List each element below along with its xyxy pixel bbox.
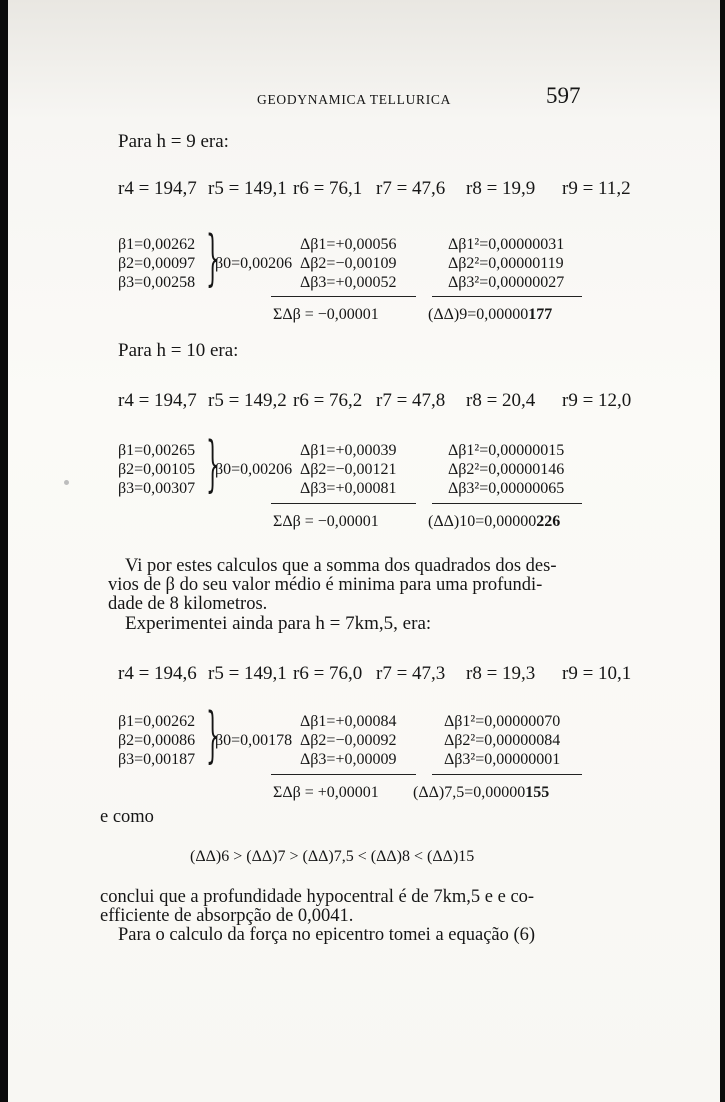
section-2-intro: Para h = 10 era: xyxy=(118,340,239,361)
radius-r9: r9 = 11,2 xyxy=(562,178,631,199)
delta-beta-1: Δβ1=+0,00056 xyxy=(300,236,397,253)
radius-r4: r4 = 194,7 xyxy=(118,390,197,411)
radius-r8: r8 = 20,4 xyxy=(466,390,536,411)
paragraph-1-line-1: Vi por estes calculos que a somma dos quadrados dos des- xyxy=(125,556,557,576)
radius-r8: r8 = 19,3 xyxy=(466,663,536,684)
paragraph-1-line-3: dade de 8 kilometros. xyxy=(108,594,268,614)
paragraph-2-line-2: efficiente de absorpção de 0,0041. xyxy=(100,906,354,926)
delta-beta-3: Δβ3=+0,00081 xyxy=(300,480,397,497)
beta-1: β1=0,00262 xyxy=(118,713,196,730)
delta-square-3: Δβ3²=0,00000027 xyxy=(448,274,565,291)
radius-r6: r6 = 76,0 xyxy=(293,663,363,684)
e-como: e como xyxy=(100,807,154,827)
paragraph-2-line-1: conclui que a profundidade hypocentral é de 7km,5 e e co- xyxy=(100,887,535,907)
radius-r6: r6 = 76,2 xyxy=(293,390,363,411)
sum-squares xyxy=(428,305,552,324)
radius-r6: r6 = 76,1 xyxy=(293,178,363,199)
delta-beta-3: Δβ3=+0,00009 xyxy=(300,751,397,768)
beta-1: β1=0,00265 xyxy=(118,442,196,459)
right-brace-icon: } xyxy=(206,700,220,770)
sum-squares-label: (ΔΔ)9=0,00000 xyxy=(428,306,529,323)
sum-squares-digits: 177 xyxy=(528,306,553,323)
sum-rule-left xyxy=(271,503,416,504)
delta-square-2: Δβ2²=0,00000146 xyxy=(448,461,565,478)
delta-square-1: Δβ1²=0,00000031 xyxy=(448,236,565,253)
delta-beta-1: Δβ1=+0,00084 xyxy=(300,713,397,730)
sum-rule-left xyxy=(271,296,416,297)
delta-beta-1: Δβ1=+0,00039 xyxy=(300,442,397,459)
ink-spot xyxy=(64,480,69,485)
delta-square-2: Δβ2²=0,00000119 xyxy=(448,255,564,272)
beta-3: β3=0,00187 xyxy=(118,751,196,768)
sum-delta-beta: ΣΔβ = −0,00001 xyxy=(273,513,379,530)
delta-square-1: Δβ1²=0,00000070 xyxy=(444,713,561,730)
beta-2: β2=0,00086 xyxy=(118,732,196,749)
sum-squares xyxy=(428,512,560,531)
right-brace-icon: } xyxy=(206,223,220,293)
inequality-formula: (ΔΔ)6 > (ΔΔ)7 > (ΔΔ)7,5 < (ΔΔ)8 < (ΔΔ)15 xyxy=(190,848,475,865)
right-brace-icon: } xyxy=(206,429,220,499)
delta-square-2: Δβ2²=0,00000084 xyxy=(444,732,561,749)
delta-square-3: Δβ3²=0,00000065 xyxy=(448,480,565,497)
delta-beta-2: Δβ2=−0,00092 xyxy=(300,732,397,749)
beta-0: β0=0,00206 xyxy=(215,461,293,478)
radius-r7: r7 = 47,3 xyxy=(376,663,446,684)
radius-r8: r8 = 19,9 xyxy=(466,178,536,199)
radius-r5: r5 = 149,1 xyxy=(208,178,287,199)
radius-r7: r7 = 47,6 xyxy=(376,178,446,199)
radius-r7: r7 = 47,8 xyxy=(376,390,446,411)
book-page xyxy=(8,0,720,1102)
sum-delta-beta: ΣΔβ = −0,00001 xyxy=(273,306,379,323)
sum-squares xyxy=(413,783,549,802)
sum-squares-label: (ΔΔ)7,5=0,00000 xyxy=(413,784,526,801)
beta-2: β2=0,00097 xyxy=(118,255,196,272)
beta-0: β0=0,00178 xyxy=(215,732,293,749)
section-1-intro: Para h = 9 era: xyxy=(118,131,229,152)
sum-rule-right xyxy=(432,503,582,504)
page-number: 597 xyxy=(546,83,581,108)
radius-r5: r5 = 149,2 xyxy=(208,390,287,411)
sum-squares-label: (ΔΔ)10=0,00000 xyxy=(428,513,537,530)
sum-delta-beta: ΣΔβ = +0,00001 xyxy=(273,784,379,801)
radius-r4: r4 = 194,6 xyxy=(118,663,197,684)
paragraph-1-line-2: vios de β do seu valor médio é minima para uma profundi- xyxy=(108,575,543,595)
delta-beta-2: Δβ2=−0,00121 xyxy=(300,461,397,478)
sum-rule-right xyxy=(432,296,582,297)
delta-beta-2: Δβ2=−0,00109 xyxy=(300,255,397,272)
running-header: GEODYNAMICA TELLURICA xyxy=(257,92,452,107)
paragraph-2-line-3: Para o calculo da força no epicentro tomei a equação (6) xyxy=(118,925,536,945)
section-3-intro: Experimentei ainda para h = 7km,5, era: xyxy=(125,613,432,634)
radius-r4: r4 = 194,7 xyxy=(118,178,197,199)
beta-0: β0=0,00206 xyxy=(215,255,293,272)
sum-rule-right xyxy=(432,774,582,775)
sum-squares-digits: 155 xyxy=(525,784,550,801)
beta-3: β3=0,00258 xyxy=(118,274,196,291)
delta-beta-3: Δβ3=+0,00052 xyxy=(300,274,397,291)
radius-r5: r5 = 149,1 xyxy=(208,663,287,684)
beta-1: β1=0,00262 xyxy=(118,236,196,253)
radius-r9: r9 = 10,1 xyxy=(562,663,632,684)
sum-rule-left xyxy=(271,774,416,775)
sum-squares-digits: 226 xyxy=(536,513,561,530)
beta-3: β3=0,00307 xyxy=(118,480,196,497)
beta-2: β2=0,00105 xyxy=(118,461,196,478)
delta-square-3: Δβ3²=0,00000001 xyxy=(444,751,561,768)
delta-square-1: Δβ1²=0,00000015 xyxy=(448,442,565,459)
radius-r9: r9 = 12,0 xyxy=(562,390,632,411)
